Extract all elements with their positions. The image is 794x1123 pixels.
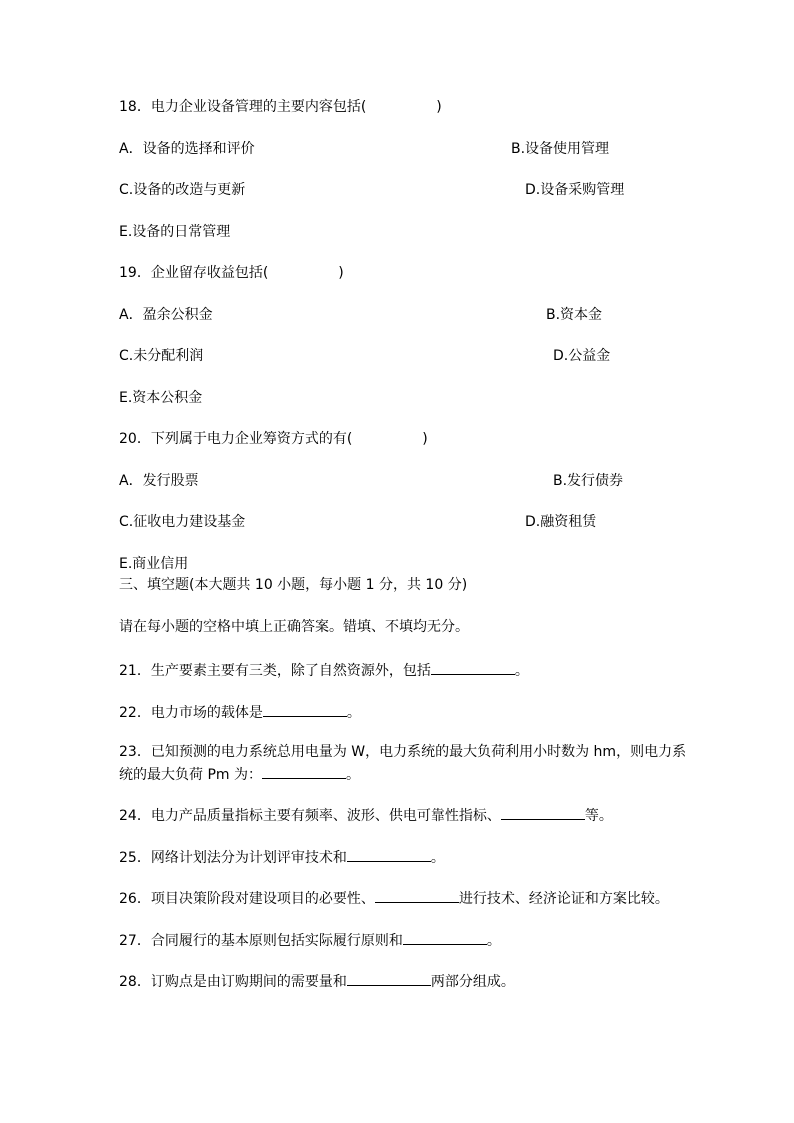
question-20-option-e: E.商业信用 bbox=[119, 556, 189, 572]
question-18-option-d: D.设备采购管理 bbox=[525, 182, 625, 198]
question-27-text: 27．合同履行的基本原则包括实际履行原则和 bbox=[119, 933, 403, 949]
question-26 bbox=[119, 888, 669, 908]
question-25 bbox=[119, 847, 445, 867]
question-18-option-b: B.设备使用管理 bbox=[511, 141, 610, 157]
question-25-end: 。 bbox=[430, 850, 445, 866]
question-19-option-c: C.未分配利润 bbox=[119, 348, 204, 364]
question-21 bbox=[119, 660, 529, 680]
question-27-end: 。 bbox=[486, 933, 501, 949]
question-18-option-a: A．设备的选择和评价 bbox=[119, 141, 255, 157]
question-19-option-d: D.公益金 bbox=[553, 348, 611, 364]
question-21-text: 21．生产要素主要有三类，除了自然资源外，包括 bbox=[119, 663, 431, 679]
answer-blank bbox=[262, 764, 346, 779]
question-19-option-a: A．盈余公积金 bbox=[119, 307, 213, 323]
question-19-option-b: B.资本金 bbox=[546, 307, 603, 323]
question-22 bbox=[119, 702, 361, 722]
answer-blank bbox=[347, 847, 431, 862]
question-18-option-e: E.设备的日常管理 bbox=[119, 224, 231, 240]
answer-blank bbox=[501, 805, 585, 820]
answer-blank bbox=[347, 971, 431, 986]
answer-blank bbox=[375, 888, 459, 903]
question-24 bbox=[119, 805, 613, 825]
answer-blank bbox=[403, 930, 487, 945]
question-23-text: 统的最大负荷 Pm 为： bbox=[119, 767, 262, 783]
question-24-text: 24．电力产品质量指标主要有频率、波形、供电可靠性指标、 bbox=[119, 808, 501, 824]
question-20-stem: 20．下列属于电力企业筹资方式的有( ) bbox=[119, 431, 428, 447]
question-20-option-b: B.发行债券 bbox=[553, 473, 624, 489]
question-27 bbox=[119, 930, 501, 950]
question-18-stem: 18．电力企业设备管理的主要内容包括( ) bbox=[119, 99, 442, 115]
question-28 bbox=[119, 971, 515, 991]
question-23-line-1: 23．已知预测的电力系统总用电量为 W，电力系统的最大负荷利用小时数为 hm，则电力系 bbox=[119, 744, 687, 760]
question-22-end: 。 bbox=[346, 705, 361, 721]
question-23-end: 。 bbox=[345, 767, 360, 783]
question-18-option-c: C.设备的改造与更新 bbox=[119, 182, 246, 198]
question-28-text: 28．订购点是由订购期间的需要量和 bbox=[119, 974, 347, 990]
question-19-option-e: E.资本公积金 bbox=[119, 390, 203, 406]
question-21-end: 。 bbox=[514, 663, 529, 679]
question-24-end: 等。 bbox=[584, 808, 613, 824]
question-26-end: 进行技术、经济论证和方案比较。 bbox=[458, 891, 669, 907]
question-20-option-a: A．发行股票 bbox=[119, 473, 199, 489]
question-22-text: 22．电力市场的载体是 bbox=[119, 705, 263, 721]
question-20-option-d: D.融资租赁 bbox=[525, 514, 597, 530]
question-23-line-2 bbox=[119, 764, 360, 784]
answer-blank bbox=[431, 660, 515, 675]
section-3-instruction: 请在每小题的空格中填上正确答案。错填、不填均无分。 bbox=[119, 619, 469, 635]
question-28-end: 两部分组成。 bbox=[430, 974, 515, 990]
answer-blank bbox=[263, 702, 347, 717]
question-20-option-c: C.征收电力建设基金 bbox=[119, 514, 246, 530]
question-25-text: 25．网络计划法分为计划评审技术和 bbox=[119, 850, 347, 866]
question-19-stem: 19．企业留存收益包括( ) bbox=[119, 265, 344, 281]
question-26-text: 26．项目决策阶段对建设项目的必要性、 bbox=[119, 891, 375, 907]
section-3-heading: 三、填空题(本大题共 10 小题，每小题 1 分，共 10 分) bbox=[119, 577, 468, 593]
